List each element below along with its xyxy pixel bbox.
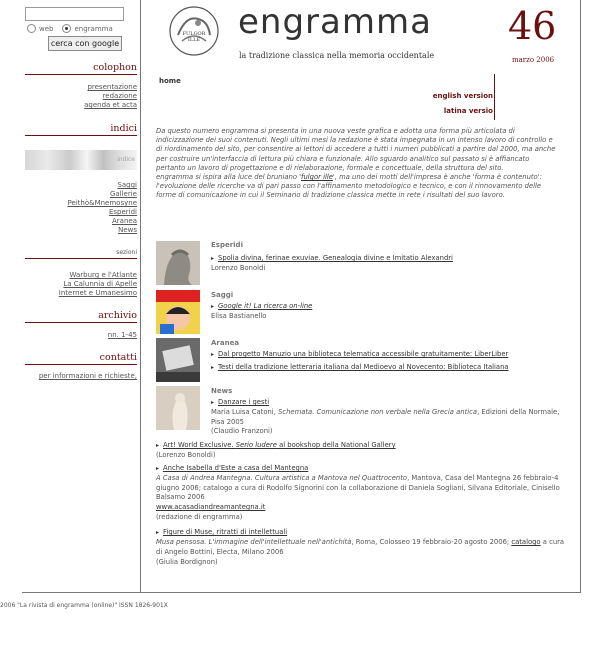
saggi-article-link[interactable]: Google it! La ricerca on-line (218, 302, 313, 310)
search-options (27, 24, 113, 33)
link-internet[interactable]: Internet e Umanesimo (58, 289, 137, 297)
saggi-author: Elisa Bastianello (211, 312, 267, 320)
news-item-2-description (156, 474, 568, 503)
saggi-thumbnail[interactable] (156, 290, 200, 334)
sezioni-divider (25, 258, 137, 259)
colophon-title: colophon (93, 62, 137, 73)
logo-text: FULGOR ILLE (182, 31, 206, 43)
link-agenda[interactable]: agenda et acta (84, 101, 137, 109)
link-gallerie[interactable]: Gallerie (109, 190, 137, 198)
nav-home[interactable]: home (159, 77, 181, 85)
archivio-title: archivio (98, 310, 137, 321)
radio-web[interactable] (27, 24, 36, 33)
news-article-link[interactable]: Danzare i gesti (218, 398, 270, 406)
saggi-article (211, 302, 561, 312)
news-item-2-link[interactable]: Anche Isabella d'Este a casa del Mantegna (163, 464, 309, 472)
news-desc-publisher: , Edizioni della Normale, Pisa 2005 (211, 408, 560, 426)
news-item-3-catalogo-link[interactable]: catalogo (511, 538, 541, 546)
link-aranea[interactable]: Aranea (112, 217, 137, 225)
search-input[interactable] (25, 7, 124, 21)
news-item-2-desc-title: A Casa di Andrea Mantegna. Cultura artistica a Mantova nel Quattrocento (156, 474, 408, 482)
link-presentazione[interactable]: presentazione (87, 83, 137, 91)
link-redazione[interactable]: redazione (102, 92, 137, 100)
news-item-3-author: (Giulia Bordignon) (156, 558, 218, 566)
news-item-3-desc-title: Musa pensosa. L'immagine dell'intellettuale nell'antichità (156, 538, 352, 546)
news-item-2 (156, 464, 568, 474)
indici-banner-label: indice (117, 156, 135, 163)
search-button[interactable]: cerca con google (48, 36, 122, 51)
link-archivio[interactable]: nn. 1-45 (107, 331, 137, 339)
news-desc-author: Maria Luisa Catoni, (211, 408, 279, 416)
intro-text (156, 127, 560, 201)
news-item-2-url-row (156, 503, 568, 513)
news-desc-title: Schemata. Comunicazione non verbale nella Grecia antica (278, 408, 478, 416)
news-item-1 (156, 441, 568, 451)
news-item-3-desc-text: , Roma, Colosseo 19 febbraio-20 agosto 2006; (351, 538, 512, 546)
aranea-thumbnail[interactable] (156, 338, 200, 382)
radio-engramma[interactable] (62, 24, 71, 33)
link-news[interactable]: News (118, 226, 137, 234)
news-item-3-link[interactable]: Figure di Muse, ritratti di intellettuali (163, 528, 288, 536)
main-content (148, 0, 573, 592)
english-version-link[interactable]: english version (432, 92, 493, 100)
contatti-divider (25, 364, 137, 365)
issue-date: marzo 2006 (512, 56, 555, 64)
aranea-article-2-link[interactable]: Testi della tradizione letteraria italiana dal Medioevo al Novecento: Biblioteca Italiana (218, 363, 509, 371)
section-esperidi: Esperidi (211, 241, 243, 249)
news-author: (Claudio Franzoni) (211, 427, 273, 435)
indici-divider (25, 135, 137, 136)
intro-paragraph-2a: engramma si ispira alla luce del bruniano ' (156, 173, 302, 182)
intro-paragraph-2b: ', ma uno dei motti dell'impresa è anche 'forma è contenuto': l'evoluzione delle ricerche va di pari passo con l'affinamento metodologico e tecnico, e con il rinnovamento delle forme di comunicazione in cui il Seminario di tradizione classica mette in rete i risultati del suo lavoro. (156, 173, 542, 200)
news-item-3-description (156, 538, 568, 557)
section-saggi: Saggi (211, 291, 234, 299)
news-item-1-title-a: Art! World Exclusive. (163, 441, 236, 449)
news-item-2-author: (redazione di engramma) (156, 513, 243, 521)
news-item-3-desc-text-2: a cura di Angelo Bottini, Electa, Milano 2006 (156, 538, 565, 556)
aranea-article-2 (211, 363, 561, 373)
sidebar (22, 0, 141, 592)
intro-paragraph-1: Da questo numero engramma si presenta in una nuova veste grafica e adotta una forma più articolata di indicizzazione dei suoi contenuti. Negli ultimi mesi la redazione è stata impegnata in un intenso lavoro di controllo e di riordinamento del sito, per consentire ai lettori di accedere a tutti i numeri pubblicati a partire dal 2000, ma anche per costruire un'interfaccia di lettura più chiara e funzionale. Allo sguardo analitico sul passato si è affiancato pertanto un lavoro di progettazione e di rielaborazione, formale e concettuale, della struttura del sito. (156, 127, 556, 172)
issue-number: 46 (508, 4, 557, 48)
news-item-2-desc-text: , Mantova, Casa del Mantegna 26 febbraio-4 giugno 2006; catalogo a cura di Rodolfo Signorini con la collaborazione di Daniela Sogliani, Silvana Editoriale, Cinisello Balsamo 2006 (156, 474, 560, 501)
fulgor-ille-logo[interactable] (168, 5, 220, 57)
colophon-divider (25, 74, 137, 75)
sezioni-title: sezioni (116, 249, 137, 256)
link-saggi[interactable]: Saggi (117, 181, 137, 189)
aranea-article-1-link[interactable]: Dal progetto Manuzio una biblioteca telematica accessibile gratuitamente: LiberLiber (218, 350, 509, 358)
news-description (211, 408, 561, 427)
lang-divider (494, 74, 495, 120)
news-item-3 (156, 528, 568, 538)
archivio-divider (25, 322, 137, 323)
news-item-1-author: (Lorenzo Bonoldi) (156, 451, 216, 459)
link-esperidi[interactable]: Esperidi (108, 208, 137, 216)
news-item-2-url[interactable]: www.acasadiandreamantegna.it (156, 503, 266, 511)
link-warburg[interactable]: Warburg e l'Atlante (69, 271, 137, 279)
latina-versio-link[interactable]: latina versio (443, 107, 493, 115)
news-item-1-title-c: al bookshop della National Gallery (276, 441, 396, 449)
section-aranea: Aranea (211, 339, 240, 347)
esperidi-article-link[interactable]: Spolia divina, ferinae exuviae. Genealogia divine e Imitatio Alexandri (218, 254, 453, 262)
link-contatti[interactable]: per informazioni e richieste, (38, 372, 137, 380)
contatti-title: contatti (99, 352, 137, 363)
news-article (211, 398, 561, 408)
link-peitho[interactable]: Peithò&Mnemosyne (67, 199, 137, 207)
site-tagline: la tradizione classica nella memoria occidentale (239, 51, 435, 60)
esperidi-article (211, 254, 561, 264)
link-calunnia[interactable]: La Calunnia di Apelle (63, 280, 137, 288)
indici-banner-image[interactable] (25, 150, 137, 170)
news-item-1-link[interactable] (163, 441, 396, 449)
site-title[interactable]: engramma (238, 2, 432, 42)
news-thumbnail[interactable] (156, 386, 200, 430)
section-news: News (211, 387, 233, 395)
footer-copyright: 2006 "La rivista di engramma (online)" ISSN 1826-901X (0, 602, 168, 609)
radio-web-label: web (39, 24, 54, 33)
indici-title: indici (110, 123, 137, 134)
esperidi-author: Lorenzo Bonoldi (211, 264, 266, 272)
radio-engramma-label: engramma (74, 24, 113, 33)
esperidi-thumbnail[interactable] (156, 241, 200, 285)
news-item-1-title-b: Serio ludere (235, 441, 277, 449)
aranea-article-1 (211, 350, 561, 360)
fulgor-ille-link[interactable]: fulgor ille (301, 173, 333, 182)
